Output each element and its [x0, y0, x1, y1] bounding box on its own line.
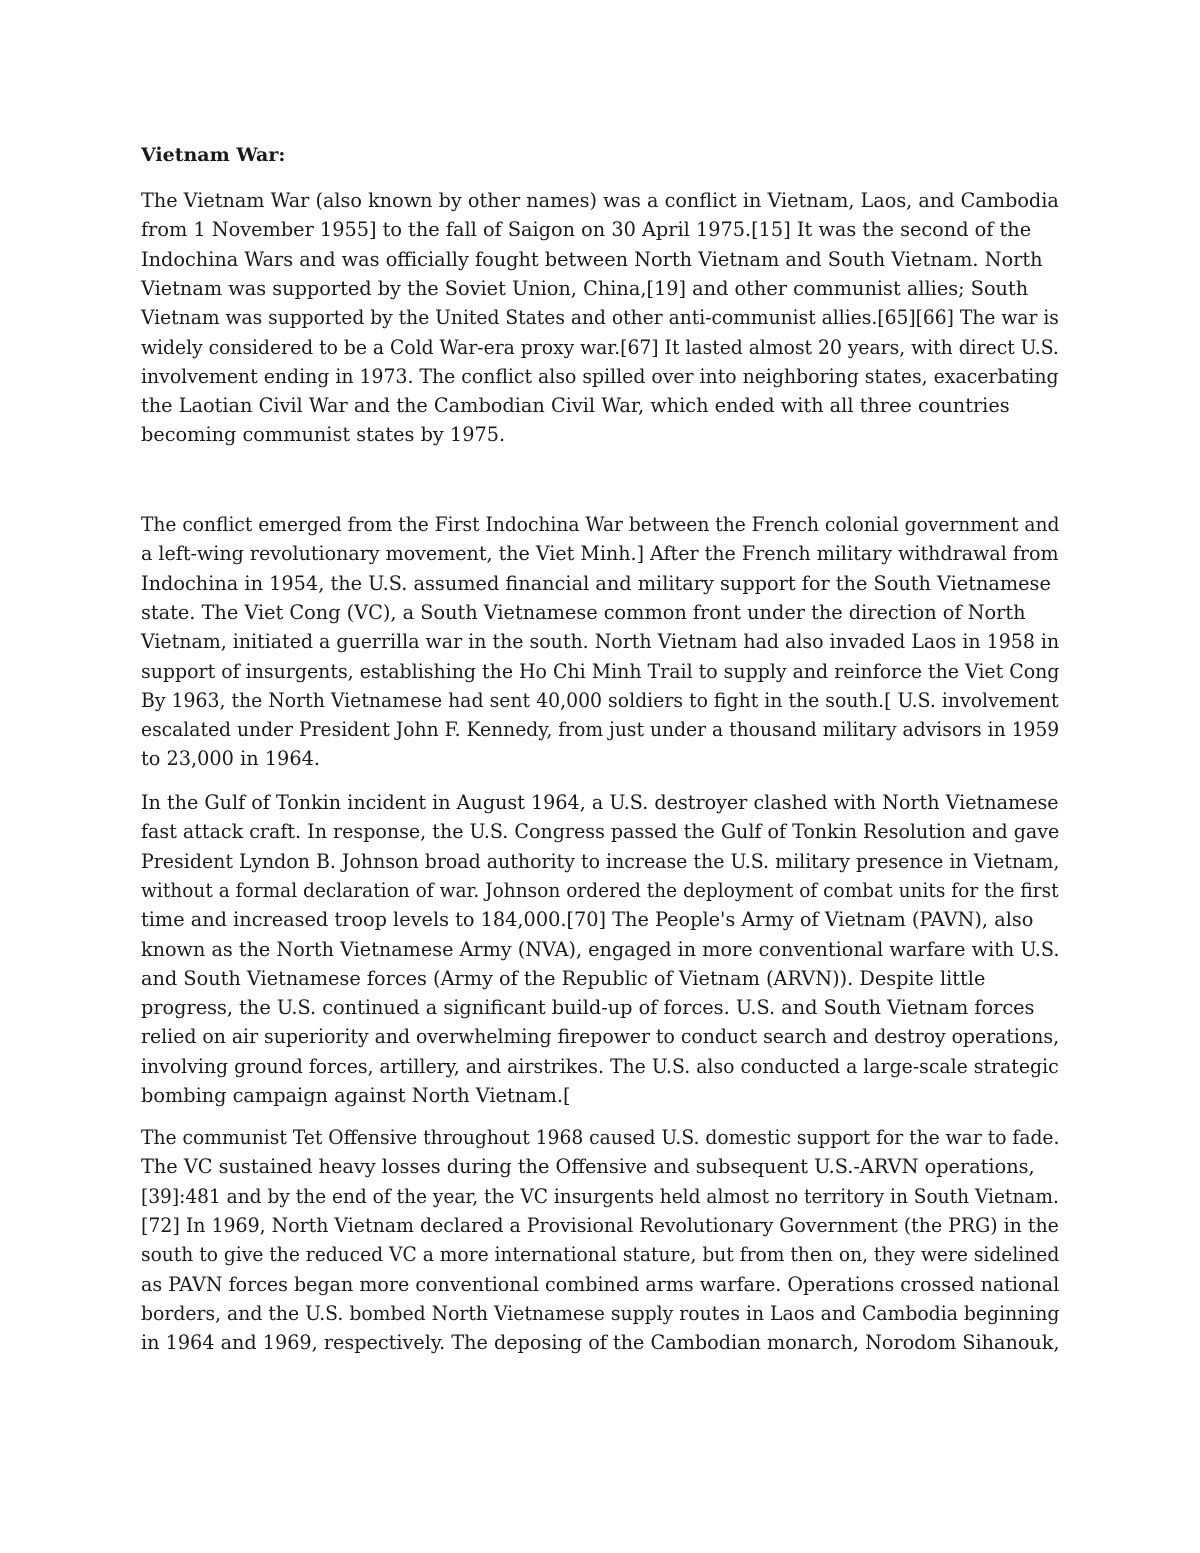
text-line: in 1964 and 1969, respectively. The deposing of the Cambodian monarch, Norodom Sihanouk, — [141, 1331, 1060, 1355]
text-line: The Vietnam War (also known by other names) was a conflict in Vietnam, Laos, and Cambodia — [141, 189, 1059, 212]
text-line: without a formal declaration of war. Johnson ordered the deployment of combat units for the first — [141, 878, 1059, 902]
text-line: The communist Tet Offensive throughout 1968 caused U.S. domestic support for the war to fade. — [141, 1126, 1060, 1149]
text-line: relied on air superiority and overwhelming firepower to conduct search and destroy operations, — [141, 1025, 1060, 1049]
text-line: south to give the reduced VC a more international stature, but from then on, they were sidelined — [141, 1243, 1060, 1267]
text-line: Indochina in 1954, the U.S. assumed financial and military support for the South Vietnamese — [141, 571, 1051, 595]
text-line: to 23,000 in 1964. — [141, 747, 320, 771]
text-line: time and increased troop levels to 184,000.[70] The People's Army of Vietnam (PAVN), also — [141, 908, 1034, 932]
text-line: The conflict emerged from the First Indochina War between the French colonial government and — [141, 513, 1060, 536]
text-line: involving ground forces, artillery, and airstrikes. The U.S. also conducted a large-scale strategic — [141, 1054, 1059, 1078]
text-line: as PAVN forces began more conventional combined arms warfare. Operations crossed national — [141, 1272, 1060, 1296]
text-line: Vietnam was supported by the United States and other anti-communist allies.[65][66] The war is — [141, 306, 1059, 330]
text-line: The VC sustained heavy losses during the Offensive and subsequent U.S.-ARVN operations, — [141, 1155, 1035, 1179]
text-line: support of insurgents, establishing the Ho Chi Minh Trail to supply and reinforce the Viet Cong — [141, 659, 1060, 683]
text-line: the Laotian Civil War and the Cambodian Civil War, which ended with all three countries — [141, 394, 1010, 418]
text-line: becoming communist states by 1975. — [141, 423, 506, 447]
text-line: state. The Viet Cong (VC), a South Vietnamese common front under the direction of North — [141, 600, 1026, 624]
text-line: progress, the U.S. continued a significant build-up of forces. U.S. and South Vietnam forces — [141, 996, 1035, 1020]
text-line: known as the North Vietnamese Army (NVA), engaged in more conventional warfare with U.S. — [141, 937, 1060, 961]
text-line: borders, and the U.S. bombed North Vietnamese supply routes in Laos and Cambodia beginning — [141, 1301, 1060, 1325]
text-line: bombing campaign against North Vietnam.[ — [141, 1084, 571, 1107]
document-title: Vietnam War: — [141, 144, 286, 166]
text-line: By 1963, the North Vietnamese had sent 40,000 soldiers to fight in the south.[ U.S. involvement — [141, 688, 1059, 712]
text-line: involvement ending in 1973. The conflict also spilled over into neighboring states, exacerbating — [141, 364, 1059, 388]
text-line: widely considered to be a Cold War-era proxy war.[67] It lasted almost 20 years, with direct U.S. — [141, 335, 1059, 359]
text-line: In the Gulf of Tonkin incident in August 1964, a U.S. destroyer clashed with North Vietnamese — [141, 791, 1059, 814]
text-line: and South Vietnamese forces (Army of the Republic of Vietnam (ARVN)). Despite little — [141, 966, 986, 990]
text-line: [39]:481 and by the end of the year, the VC insurgents held almost no territory in South Vietnam. — [141, 1184, 1059, 1208]
text-line: [72] In 1969, North Vietnam declared a Provisional Revolutionary Government (the PRG) in the — [141, 1213, 1059, 1237]
text-line: escalated under President John F. Kennedy, from just under a thousand military advisors in 1959 — [141, 718, 1060, 742]
text-line: Vietnam, initiated a guerrilla war in the south. North Vietnam had also invaded Laos in 1958 in — [141, 630, 1060, 654]
text-line: Vietnam was supported by the Soviet Union, China,[19] and other communist allies; South — [141, 276, 1029, 300]
text-line: Indochina Wars and was officially fought between North Vietnam and South Vietnam. North — [141, 247, 1043, 271]
text-line: a left-wing revolutionary movement, the Viet Minh.] After the French military withdrawal from — [141, 542, 1059, 566]
text-line: fast attack craft. In response, the U.S. Congress passed the Gulf of Tonkin Resolution and gave — [141, 820, 1060, 844]
text-line: President Lyndon B. Johnson broad authority to increase the U.S. military presence in Vietnam, — [141, 849, 1060, 873]
text-line: from 1 November 1955] to the fall of Saigon on 30 April 1975.[15] It was the second of the — [141, 218, 1032, 242]
